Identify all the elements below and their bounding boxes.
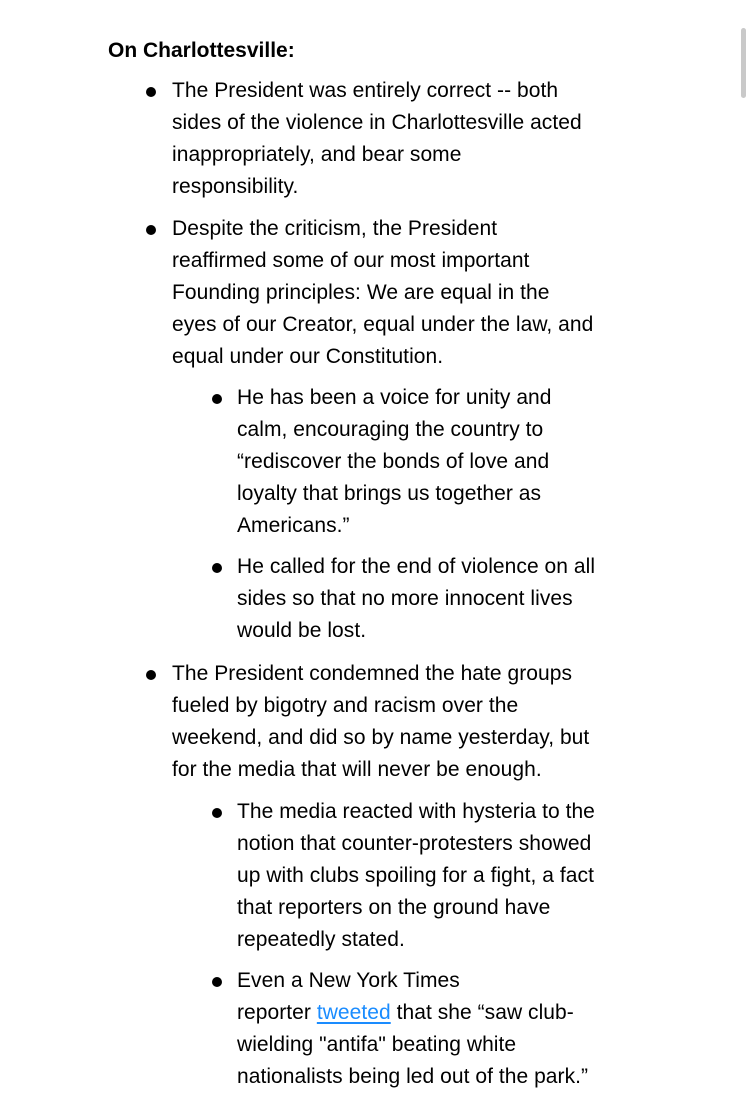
bullet-icon [212, 808, 222, 818]
list-item-line: sides of the violence in Charlottesville acted [172, 111, 582, 134]
list-item-line: repeatedly stated. [237, 928, 405, 951]
list-item-line: for the media that will never be enough. [172, 758, 542, 781]
list-item-line: equal under our Constitution. [172, 345, 444, 368]
link-prefix: reporter [237, 1001, 317, 1024]
list-item-line: Even a New York Times [237, 969, 460, 992]
list-item-line: sides so that no more innocent lives [237, 587, 573, 610]
sub-list-item [237, 796, 657, 956]
list-item-line: The media reacted with hysteria to the [237, 800, 595, 823]
list-item-line: notion that counter-protesters showed [237, 832, 592, 855]
list-item-line [237, 997, 657, 1029]
list-item [172, 213, 672, 373]
list-item [172, 658, 672, 786]
list-item [172, 75, 672, 203]
list-item-line: wielding "antifa" beating white [237, 1033, 517, 1056]
list-item-line: fueled by bigotry and racism over the [172, 694, 519, 717]
list-item-line: He called for the end of violence on all [237, 555, 596, 578]
list-item-line: that reporters on the ground have [237, 896, 551, 919]
list-item-line: The President was entirely correct -- both [172, 79, 559, 102]
list-item-line: The President condemned the hate groups [172, 662, 573, 685]
list-item-line: eyes of our Creator, equal under the law, and [172, 313, 594, 336]
sub-list-item [237, 382, 657, 542]
list-item-line: weekend, and did so by name yesterday, but [172, 726, 590, 749]
list-item-line: Founding principles: We are equal in the [172, 281, 550, 304]
link-suffix: that she “saw club- [390, 1001, 574, 1024]
bullet-icon [146, 87, 156, 97]
scrollbar-thumb[interactable] [741, 28, 746, 98]
bullet-icon [212, 977, 222, 987]
bullet-icon [212, 563, 222, 573]
list-item-line: calm, encouraging the country to [237, 418, 544, 441]
section-heading: On Charlottesville: [108, 39, 295, 62]
list-item-line: Americans.” [237, 514, 350, 537]
list-item-line: nationalists being led out of the park.” [237, 1065, 589, 1088]
list-item-line: reaffirmed some of our most important [172, 249, 530, 272]
list-item-line: He has been a voice for unity and [237, 386, 552, 409]
list-item-line: would be lost. [237, 619, 367, 642]
tweeted-link[interactable]: tweeted [316, 1001, 391, 1024]
bullet-icon [146, 225, 156, 235]
list-item-line: up with clubs spoiling for a fight, a fact [237, 864, 594, 887]
list-item-line: “rediscover the bonds of love and [237, 450, 550, 473]
bullet-icon [146, 670, 156, 680]
list-item-line: loyalty that brings us together as [237, 482, 542, 505]
list-item-line: Despite the criticism, the President [172, 217, 498, 240]
sub-list-item [237, 965, 657, 1093]
sub-list-item [237, 551, 657, 647]
list-item-line: responsibility. [172, 175, 299, 198]
bullet-icon [212, 394, 222, 404]
list-item-line: inappropriately, and bear some [172, 143, 462, 166]
